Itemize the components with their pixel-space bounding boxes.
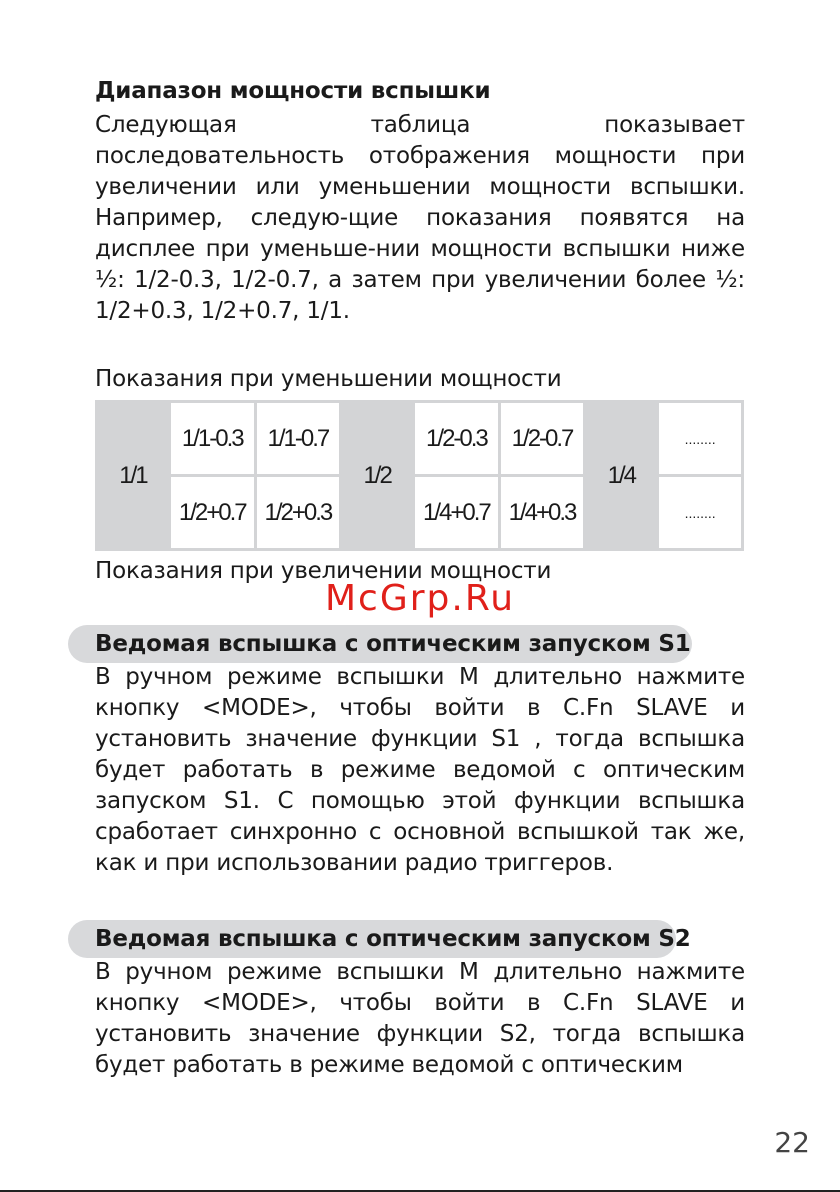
table-cell: 1/4+0.7: [415, 477, 498, 548]
paragraph-power-range: Следующая таблица показывает последовательность отображения мощности при увеличении или уменьшении мощности вспышки. Например, следую-щие показания появятся на дисплее при уменьше-нии мощности вспышки ниже ½: 1/2-0.3, 1/2-0.7, а затем при увеличении более ½: 1/2+0.3, 1/2+0.7, 1/1.: [95, 112, 745, 324]
table-cell-main: 1/4: [586, 403, 656, 548]
table-cell-main: 1/1: [98, 403, 168, 548]
section-body-slave-s1: [95, 662, 745, 879]
table-caption-increase: Показания при увеличении мощности: [95, 558, 552, 584]
paragraph-slave-s1: В ручном режиме вспышки М длительно нажмите кнопку <MODE>, чтобы войти в C.Fn SLAVE и установить значение функции S1 , тогда вспышка будет работать в режиме ведомой с оптическим запуском S1. С помощью этой функции вспышка сработает синхронно с основной вспышкой так же, как и при использовании радио триггеров.: [95, 664, 745, 876]
section-heading-power-range: Диапазон мощности вспышки: [95, 78, 491, 104]
table-cell: 1/1-0.7: [257, 403, 340, 474]
section-heading-slave-s1: Ведомая вспышка с оптическим запуском S1: [95, 631, 691, 657]
section-heading-slave-s2: Ведомая вспышка с оптическим запуском S2: [95, 926, 691, 952]
watermark: McGrp.Ru: [324, 578, 516, 619]
table-cell: 1/4+0.3: [501, 477, 584, 548]
table-caption-decrease: Показания при уменьшении мощности: [95, 366, 562, 392]
table-cell-ellipsis: ........: [659, 403, 741, 474]
table-cell: 1/2-0.7: [501, 403, 584, 474]
table-cell: 1/2+0.3: [257, 477, 340, 548]
table-cell: 1/2-0.3: [415, 403, 498, 474]
table-cell: 1/1-0.3: [171, 403, 254, 474]
section-body-power-range: [95, 110, 745, 327]
power-sequence-table: [95, 400, 744, 551]
paragraph-slave-s2: В ручном режиме вспышки М длительно нажмите кнопку <MODE>, чтобы войти в C.Fn SLAVE и установить значение функции S2, тогда вспышка будет работать в режиме ведомой с оптическим: [95, 959, 745, 1078]
section-body-slave-s2: [95, 957, 745, 1081]
table-cell-ellipsis: ........: [659, 477, 741, 548]
table-cell-main: 1/2: [342, 403, 412, 548]
table-cell: 1/2+0.7: [171, 477, 254, 548]
page-number: 22: [774, 1126, 810, 1159]
